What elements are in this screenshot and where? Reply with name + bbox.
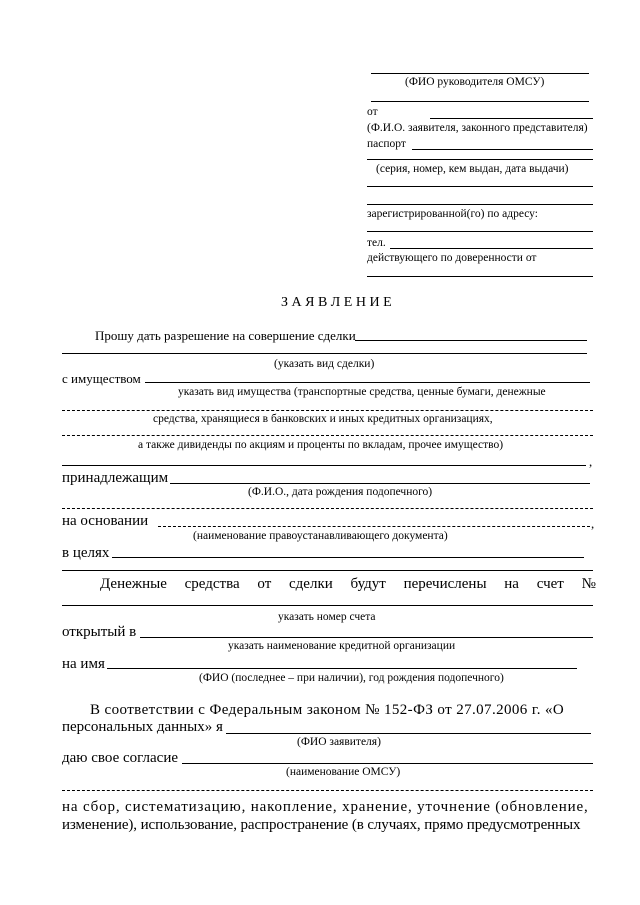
applicant-fio-caption: (ФИО заявителя) [297,736,381,748]
basis-label: на основании [62,513,149,529]
property-line[interactable] [145,382,590,383]
basis-caption: (наименование правоустанавливающего документа) [193,530,448,542]
omsu-caption: (наименование ОМСУ) [286,766,401,778]
applicant-caption: (Ф.И.О. заявителя, законного представителя) [367,122,588,134]
deal-line-2[interactable] [62,353,587,354]
belonging-line-2[interactable] [62,508,593,509]
property-label: с имуществом [62,371,141,386]
consent-label: даю свое согласие [62,750,179,766]
money-word: счет [536,576,564,592]
property-line-3[interactable] [62,435,593,436]
omsu-line[interactable] [182,763,593,764]
proxy-line[interactable] [367,276,593,277]
proxy-label: действующего по доверенности от [367,252,537,264]
property-comma: , [589,454,593,469]
head-name-line[interactable] [371,73,589,74]
basis-line[interactable] [158,526,590,527]
applicant-fio-line[interactable] [226,733,591,734]
law-line-1: В соответствии с Федеральным законом № 152-ФЗ от 27.07.2006 г. «О [90,702,565,718]
request-text: Прошу дать разрешение на совершение сделки [95,328,356,343]
basis-comma: , [591,516,595,531]
from-label: от [367,106,378,118]
blank-line[interactable] [367,204,593,205]
passport-extra-line[interactable] [367,186,593,187]
money-word: перечислены [403,576,487,592]
passport-caption: (серия, номер, кем выдан, дата выдачи) [376,163,569,175]
ward-caption: (Ф.И.О., дата рождения подопечного) [248,486,433,498]
phone-label: тел. [367,237,386,249]
bank-caption: указать наименование кредитной организации [228,640,456,652]
property-caption-3: а также дивиденды по акциям и проценты по вкладам, прочее имущество) [138,439,504,451]
belonging-line[interactable] [170,483,590,484]
purpose-label: в целях [62,545,110,561]
head-name-caption: (ФИО руководителя ОМСУ) [405,76,545,88]
omsu-line-2[interactable] [62,790,593,791]
deal-line[interactable] [355,340,587,341]
consent-text-2: изменение), использование, распространение (в случаях, прямо предусмотренных [62,817,581,833]
property-line-4[interactable] [62,465,586,466]
consent-text-1: на сбор, систематизацию, накопление, хранение, уточнение (обновление, [62,799,589,815]
property-line-2[interactable] [62,410,593,411]
money-word: сделки [289,576,333,592]
opened-label: открытый в [62,624,137,640]
name-label: на имя [62,656,105,672]
deal-caption: (указать вид сделки) [274,358,375,370]
belonging-label: принадлежащим [62,470,169,486]
account-caption: указать номер счета [278,611,376,623]
from-line[interactable] [430,118,593,119]
money-word: от [257,576,272,592]
money-word: средства [184,576,240,592]
purpose-line[interactable] [112,557,584,558]
money-word: № [581,576,596,592]
money-word: будут [350,576,386,592]
law-line-2: персональных данных» я [62,719,223,735]
passport-line-2[interactable] [367,159,593,160]
passport-label: паспорт [367,138,406,150]
property-caption-2: средства, хранящиеся в банковских и иных кредитных организациях, [153,413,493,425]
phone-line[interactable] [390,248,593,249]
money-word: Денежные [100,576,167,592]
address-label: зарегистрированной(го) по адресу: [367,208,538,220]
account-line[interactable] [62,605,593,606]
passport-line[interactable] [412,149,593,150]
money-transfer-text [100,577,596,592]
address-line[interactable] [367,231,593,232]
bank-line[interactable] [140,637,593,638]
name-line[interactable] [107,668,577,669]
money-word: на [504,576,519,592]
purpose-line-2[interactable] [62,570,593,571]
property-caption-1: указать вид имущества (транспортные средства, ценные бумаги, денежные [178,386,546,398]
name-caption: (ФИО (последнее – при наличии), год рождения подопечного) [199,672,504,684]
head-name-line-2[interactable] [371,101,589,102]
page-title: З А Я В Л Е Н И Е [281,295,392,310]
